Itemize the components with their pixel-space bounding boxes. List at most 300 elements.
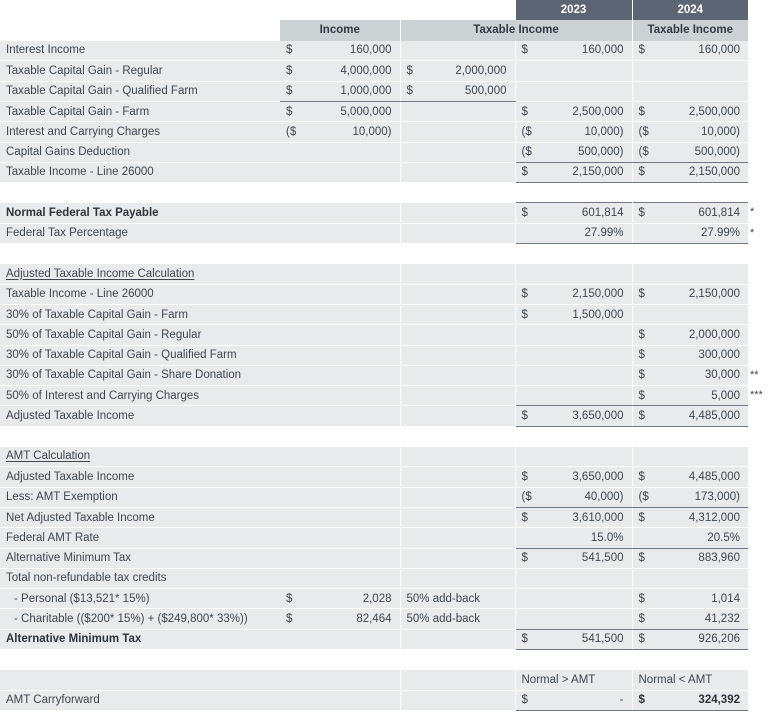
currency-symbol: $ — [521, 207, 528, 220]
table-row — [0, 142, 768, 162]
cell-2024-percent: 20.5% — [632, 528, 748, 548]
cell-mid — [400, 142, 515, 162]
amount-value: 2,150,000 — [572, 288, 624, 301]
cell-2024 — [632, 386, 748, 406]
cell-2024 — [632, 61, 748, 81]
empty-2023 — [515, 447, 632, 467]
blank-note — [748, 244, 768, 264]
blank-cell — [0, 426, 280, 446]
table-row — [0, 223, 768, 243]
amount-value: 541,500 — [581, 633, 624, 646]
cell-2024 — [632, 325, 748, 345]
cell-mid — [400, 406, 515, 426]
blank-note — [748, 426, 768, 446]
row-label — [0, 670, 280, 690]
header-row-columns — [0, 20, 768, 40]
blank-cell — [515, 244, 632, 264]
header-spacer-label — [0, 0, 280, 20]
header-row-years — [0, 0, 768, 20]
amount-value: 324,392 — [698, 694, 740, 707]
cell-2023 — [515, 101, 632, 121]
table-row — [0, 528, 768, 548]
amount-value: 173,000) — [694, 491, 740, 504]
table-row — [0, 629, 768, 649]
currency-symbol: $ — [286, 105, 293, 118]
blank-cell — [632, 650, 748, 670]
currency-symbol: $ — [638, 166, 645, 179]
header-col-income: Income — [280, 20, 400, 40]
currency-symbol: $ — [638, 369, 645, 382]
currency-symbol: $ — [521, 105, 528, 118]
cell-2024 — [632, 467, 748, 487]
table-row — [0, 568, 768, 588]
amount-value: 883,960 — [698, 552, 740, 565]
empty-2023 — [515, 264, 632, 284]
amount-value: 3,650,000 — [572, 470, 624, 483]
row-footnote-marker — [748, 41, 768, 61]
table-row — [0, 487, 768, 507]
row-label: Taxable Capital Gain - Regular — [0, 61, 280, 81]
currency-symbol: $ — [638, 389, 645, 402]
cell-2024 — [632, 609, 748, 629]
cell-2023 — [515, 507, 632, 527]
row-footnote-marker — [748, 548, 768, 568]
cell-2024 — [632, 122, 748, 142]
section-title-text: AMT Calculation — [6, 450, 91, 463]
currency-symbol: $ — [406, 65, 413, 77]
row-footnote-marker — [748, 609, 768, 629]
table-row — [0, 304, 768, 324]
header-spacer-mid — [400, 0, 515, 20]
currency-symbol: $ — [638, 613, 645, 626]
row-label: Interest Income — [0, 41, 280, 61]
table-row — [0, 365, 768, 385]
cell-income — [280, 101, 400, 121]
amount-value: 926,206 — [698, 633, 740, 646]
cell-income — [280, 365, 400, 385]
amount-value: 10,000) — [584, 125, 624, 138]
cell-2024 — [632, 304, 748, 324]
cell-2024 — [632, 690, 748, 710]
cell-income — [280, 690, 400, 710]
row-footnote-marker — [748, 162, 768, 182]
amount-value: 500,000) — [578, 146, 624, 159]
blank-cell — [400, 426, 515, 446]
amount-value: 160,000 — [349, 44, 392, 57]
row-label: Capital Gains Deduction — [0, 142, 280, 162]
table-row — [0, 203, 768, 223]
row-footnote-marker — [748, 670, 768, 690]
cell-income — [280, 284, 400, 304]
currency-symbol: $ — [638, 349, 645, 362]
amount-value: 1,000,000 — [340, 85, 392, 98]
header-note-spacer — [748, 0, 768, 20]
cell-2024 — [632, 629, 748, 649]
amount-value: 160,000 — [698, 44, 740, 57]
cell-mid — [400, 223, 515, 243]
empty-mid — [400, 447, 515, 467]
amount-value: 2,500,000 — [688, 105, 740, 118]
cell-2023 — [515, 61, 632, 81]
row-footnote-marker — [748, 589, 768, 609]
section-header-amt-calculation — [0, 447, 768, 467]
currency-symbol: ($ — [521, 491, 532, 504]
cell-income — [280, 548, 400, 568]
currency-symbol: ($ — [638, 491, 649, 504]
section-header-adjusted-taxable-income — [0, 264, 768, 284]
currency-symbol: ($ — [638, 146, 649, 159]
cell-mid — [400, 61, 515, 81]
blank-cell — [632, 183, 748, 203]
row-footnote-marker — [748, 142, 768, 162]
row-label: Taxable Income - Line 26000 — [0, 284, 280, 304]
blank-cell — [280, 426, 400, 446]
cell-income — [280, 670, 400, 690]
cell-mid — [400, 467, 515, 487]
currency-symbol: $ — [638, 552, 645, 565]
table-row — [0, 670, 768, 690]
cell-2024-percent: 27.99% — [632, 223, 748, 243]
cell-mid — [400, 568, 515, 588]
cell-income — [280, 81, 400, 101]
currency-symbol: $ — [406, 85, 413, 98]
row-footnote-marker — [748, 101, 768, 121]
cell-2024 — [632, 81, 748, 101]
cell-mid — [400, 81, 515, 101]
row-footnote-marker — [748, 345, 768, 365]
cell-income — [280, 203, 400, 223]
blank-cell — [400, 650, 515, 670]
currency-symbol: $ — [638, 44, 645, 57]
amount-value: 1,014 — [711, 592, 740, 605]
cell-income — [280, 325, 400, 345]
cell-2024 — [632, 101, 748, 121]
amount-value: 160,000 — [581, 44, 624, 57]
cell-2024 — [632, 203, 748, 223]
blank-cell — [400, 183, 515, 203]
cell-mid — [400, 284, 515, 304]
currency-symbol: $ — [638, 592, 645, 605]
cell-addback-note: 50% add-back — [400, 589, 515, 609]
cell-mid — [400, 122, 515, 142]
cell-2024 — [632, 162, 748, 182]
amount-value: - — [619, 694, 624, 707]
table-row — [0, 467, 768, 487]
currency-symbol: ($ — [638, 125, 649, 138]
cell-mid — [400, 304, 515, 324]
cell-income — [280, 609, 400, 629]
row-footnote-marker — [748, 61, 768, 81]
amount-value: 2,000,000 — [455, 65, 507, 77]
header-year-2024: 2024 — [632, 0, 748, 20]
cell-mid — [400, 325, 515, 345]
row-footnote-marker — [748, 406, 768, 426]
amount-value: 4,485,000 — [688, 410, 740, 423]
currency-symbol: $ — [638, 207, 645, 220]
header-col-taxable-income: Taxable Income — [400, 20, 632, 40]
table-row — [0, 386, 768, 406]
empty-note — [748, 447, 768, 467]
cell-2023 — [515, 162, 632, 182]
cell-2024 — [632, 142, 748, 162]
currency-symbol: $ — [521, 633, 528, 646]
cell-2024 — [632, 365, 748, 385]
cell-2024 — [632, 41, 748, 61]
currency-symbol: $ — [286, 85, 293, 98]
table-row — [0, 406, 768, 426]
empty-note — [748, 264, 768, 284]
row-footnote-marker — [748, 568, 768, 588]
header-note-spacer-2 — [748, 20, 768, 40]
currency-symbol: $ — [638, 633, 645, 646]
cell-2023 — [515, 568, 632, 588]
row-footnote-marker — [748, 122, 768, 142]
cell-2023-percent: 15.0% — [515, 528, 632, 548]
row-label: Normal Federal Tax Payable — [0, 203, 280, 223]
row-label: Adjusted Taxable Income — [0, 406, 280, 426]
blank-note — [748, 183, 768, 203]
cell-2023 — [515, 406, 632, 426]
cell-mid — [400, 365, 515, 385]
amount-value: 2,150,000 — [572, 166, 624, 179]
empty-income — [280, 447, 400, 467]
header-year-2023: 2023 — [515, 0, 632, 20]
amount-value: 4,485,000 — [688, 470, 740, 483]
row-label: Federal Tax Percentage — [0, 223, 280, 243]
table-row — [0, 101, 768, 121]
blank-cell — [400, 244, 515, 264]
cell-2023 — [515, 345, 632, 365]
amount-value: 500,000 — [464, 85, 507, 98]
row-footnote-marker: * — [748, 203, 768, 223]
table-row — [0, 81, 768, 101]
row-label: Net Adjusted Taxable Income — [0, 507, 280, 527]
cell-2023 — [515, 41, 632, 61]
cell-2023 — [515, 365, 632, 385]
cell-2023 — [515, 609, 632, 629]
cell-2023-percent: 27.99% — [515, 223, 632, 243]
table-row — [0, 61, 768, 81]
currency-symbol: $ — [521, 288, 528, 301]
cell-income — [280, 122, 400, 142]
cell-income — [280, 223, 400, 243]
row-label: AMT Carryforward — [0, 690, 280, 710]
amount-value: 2,000,000 — [688, 328, 740, 341]
amount-value: 5,000 — [711, 389, 740, 402]
cell-mid — [400, 528, 515, 548]
blank-cell — [280, 650, 400, 670]
spacer-row-2 — [0, 244, 768, 264]
cell-income — [280, 162, 400, 182]
cell-addback-note: 50% add-back — [400, 609, 515, 629]
section-title — [0, 447, 280, 467]
cell-income — [280, 345, 400, 365]
blank-cell — [0, 244, 280, 264]
row-label: 50% of Interest and Carrying Charges — [0, 386, 280, 406]
blank-cell — [515, 183, 632, 203]
currency-symbol: $ — [638, 288, 645, 301]
row-label: Total non-refundable tax credits — [0, 568, 280, 588]
blank-note — [748, 650, 768, 670]
cell-2023 — [515, 122, 632, 142]
cell-income — [280, 528, 400, 548]
currency-symbol: $ — [286, 592, 293, 605]
amount-value: 2,150,000 — [688, 288, 740, 301]
blank-cell — [632, 426, 748, 446]
amount-value: 601,814 — [698, 207, 740, 220]
cell-mid — [400, 690, 515, 710]
cell-2023 — [515, 284, 632, 304]
table-row — [0, 609, 768, 629]
blank-cell — [632, 244, 748, 264]
amount-value: 40,000) — [584, 491, 624, 504]
currency-symbol: $ — [521, 308, 528, 321]
currency-symbol: ($ — [286, 125, 297, 138]
table-row — [0, 589, 768, 609]
cell-income — [280, 61, 400, 81]
cell-income — [280, 507, 400, 527]
currency-symbol: $ — [638, 511, 645, 524]
header-col-taxable-income-2024: Taxable Income — [632, 20, 748, 40]
currency-symbol: $ — [521, 410, 528, 423]
cell-2024 — [632, 507, 748, 527]
cell-mid — [400, 162, 515, 182]
currency-symbol: $ — [521, 552, 528, 565]
cell-mid — [400, 670, 515, 690]
currency-symbol: $ — [286, 65, 293, 77]
row-label: 30% of Taxable Capital Gain - Farm — [0, 304, 280, 324]
row-label: 30% of Taxable Capital Gain - Qualified Farm — [0, 345, 280, 365]
amount-value: 2,500,000 — [572, 105, 624, 118]
table-row — [0, 325, 768, 345]
row-footnote-marker — [748, 81, 768, 101]
currency-symbol: ($ — [521, 125, 532, 138]
row-footnote-marker — [748, 528, 768, 548]
table-row — [0, 690, 768, 710]
currency-symbol: $ — [521, 470, 528, 483]
amount-value: 300,000 — [698, 349, 740, 362]
cell-2023-note: Normal > AMT — [515, 670, 632, 690]
row-label: Interest and Carrying Charges — [0, 122, 280, 142]
cell-2024 — [632, 548, 748, 568]
cell-2023 — [515, 467, 632, 487]
cell-2024 — [632, 406, 748, 426]
amount-value: 3,650,000 — [572, 410, 624, 423]
amount-value: 3,610,000 — [572, 511, 624, 524]
header-spacer-income — [280, 0, 400, 20]
blank-cell — [280, 244, 400, 264]
cell-mid — [400, 487, 515, 507]
spacer-row-3 — [0, 426, 768, 446]
cell-income — [280, 406, 400, 426]
cell-income — [280, 568, 400, 588]
cell-income — [280, 142, 400, 162]
row-footnote-marker — [748, 304, 768, 324]
row-footnote-marker — [748, 629, 768, 649]
amount-value: 1,500,000 — [572, 308, 624, 321]
amount-value: 2,150,000 — [688, 166, 740, 179]
table-row — [0, 122, 768, 142]
row-label: Taxable Capital Gain - Qualified Farm — [0, 81, 280, 101]
cell-mid — [400, 101, 515, 121]
amount-value: 500,000) — [694, 146, 740, 159]
blank-cell — [515, 650, 632, 670]
cell-income — [280, 629, 400, 649]
row-footnote-marker — [748, 325, 768, 345]
cell-2024 — [632, 345, 748, 365]
currency-symbol: $ — [286, 44, 293, 57]
row-label: Adjusted Taxable Income — [0, 467, 280, 487]
cell-mid — [400, 507, 515, 527]
row-label: - Personal ($13,521* 15%) — [0, 589, 280, 609]
cell-income — [280, 589, 400, 609]
empty-2024 — [632, 264, 748, 284]
currency-symbol: $ — [638, 694, 645, 707]
spacer-row-4 — [0, 650, 768, 670]
blank-cell — [280, 183, 400, 203]
currency-symbol: $ — [638, 328, 645, 341]
amount-value: 2,028 — [362, 592, 392, 605]
amount-value: 82,464 — [356, 613, 392, 626]
cell-2023 — [515, 304, 632, 324]
row-footnote-marker — [748, 487, 768, 507]
cell-2023 — [515, 81, 632, 101]
amount-value: 601,814 — [581, 207, 624, 220]
amount-value: 541,500 — [581, 552, 624, 565]
empty-income — [280, 264, 400, 284]
table-row — [0, 284, 768, 304]
cell-2024 — [632, 589, 748, 609]
cell-2023 — [515, 203, 632, 223]
currency-symbol: $ — [521, 44, 528, 57]
cell-2023 — [515, 325, 632, 345]
row-footnote-marker: * — [748, 223, 768, 243]
row-label: Taxable Capital Gain - Farm — [0, 101, 280, 121]
amount-value: 4,312,000 — [688, 511, 740, 524]
currency-symbol: ($ — [521, 146, 532, 159]
table-row — [0, 345, 768, 365]
section-title — [0, 264, 280, 284]
table-row — [0, 41, 768, 61]
blank-cell — [0, 183, 280, 203]
cell-income — [280, 304, 400, 324]
spacer-row-1 — [0, 183, 768, 203]
amount-value: 10,000) — [700, 125, 740, 138]
currency-symbol: $ — [638, 105, 645, 118]
row-label: 30% of Taxable Capital Gain - Share Donation — [0, 365, 280, 385]
cell-income — [280, 487, 400, 507]
row-footnote-marker — [748, 467, 768, 487]
currency-symbol: $ — [638, 410, 645, 423]
cell-mid — [400, 345, 515, 365]
cell-2024-note: Normal < AMT — [632, 670, 748, 690]
row-footnote-marker — [748, 690, 768, 710]
amount-value: 30,000 — [704, 369, 740, 382]
row-label: Taxable Income - Line 26000 — [0, 162, 280, 182]
row-label: - Charitable (($200* 15%) + ($249,800* 33%)) — [0, 609, 280, 629]
amount-value: 5,000,000 — [340, 105, 392, 118]
row-label: Federal AMT Rate — [0, 528, 280, 548]
cell-mid — [400, 386, 515, 406]
row-footnote-marker: ** — [748, 365, 768, 385]
cell-mid — [400, 41, 515, 61]
amount-value: 4,000,000 — [340, 65, 392, 77]
row-label: Alternative Minimum Tax — [0, 548, 280, 568]
cell-mid — [400, 203, 515, 223]
row-label: Alternative Minimum Tax — [0, 629, 280, 649]
currency-symbol: $ — [286, 613, 293, 626]
cell-2023 — [515, 629, 632, 649]
